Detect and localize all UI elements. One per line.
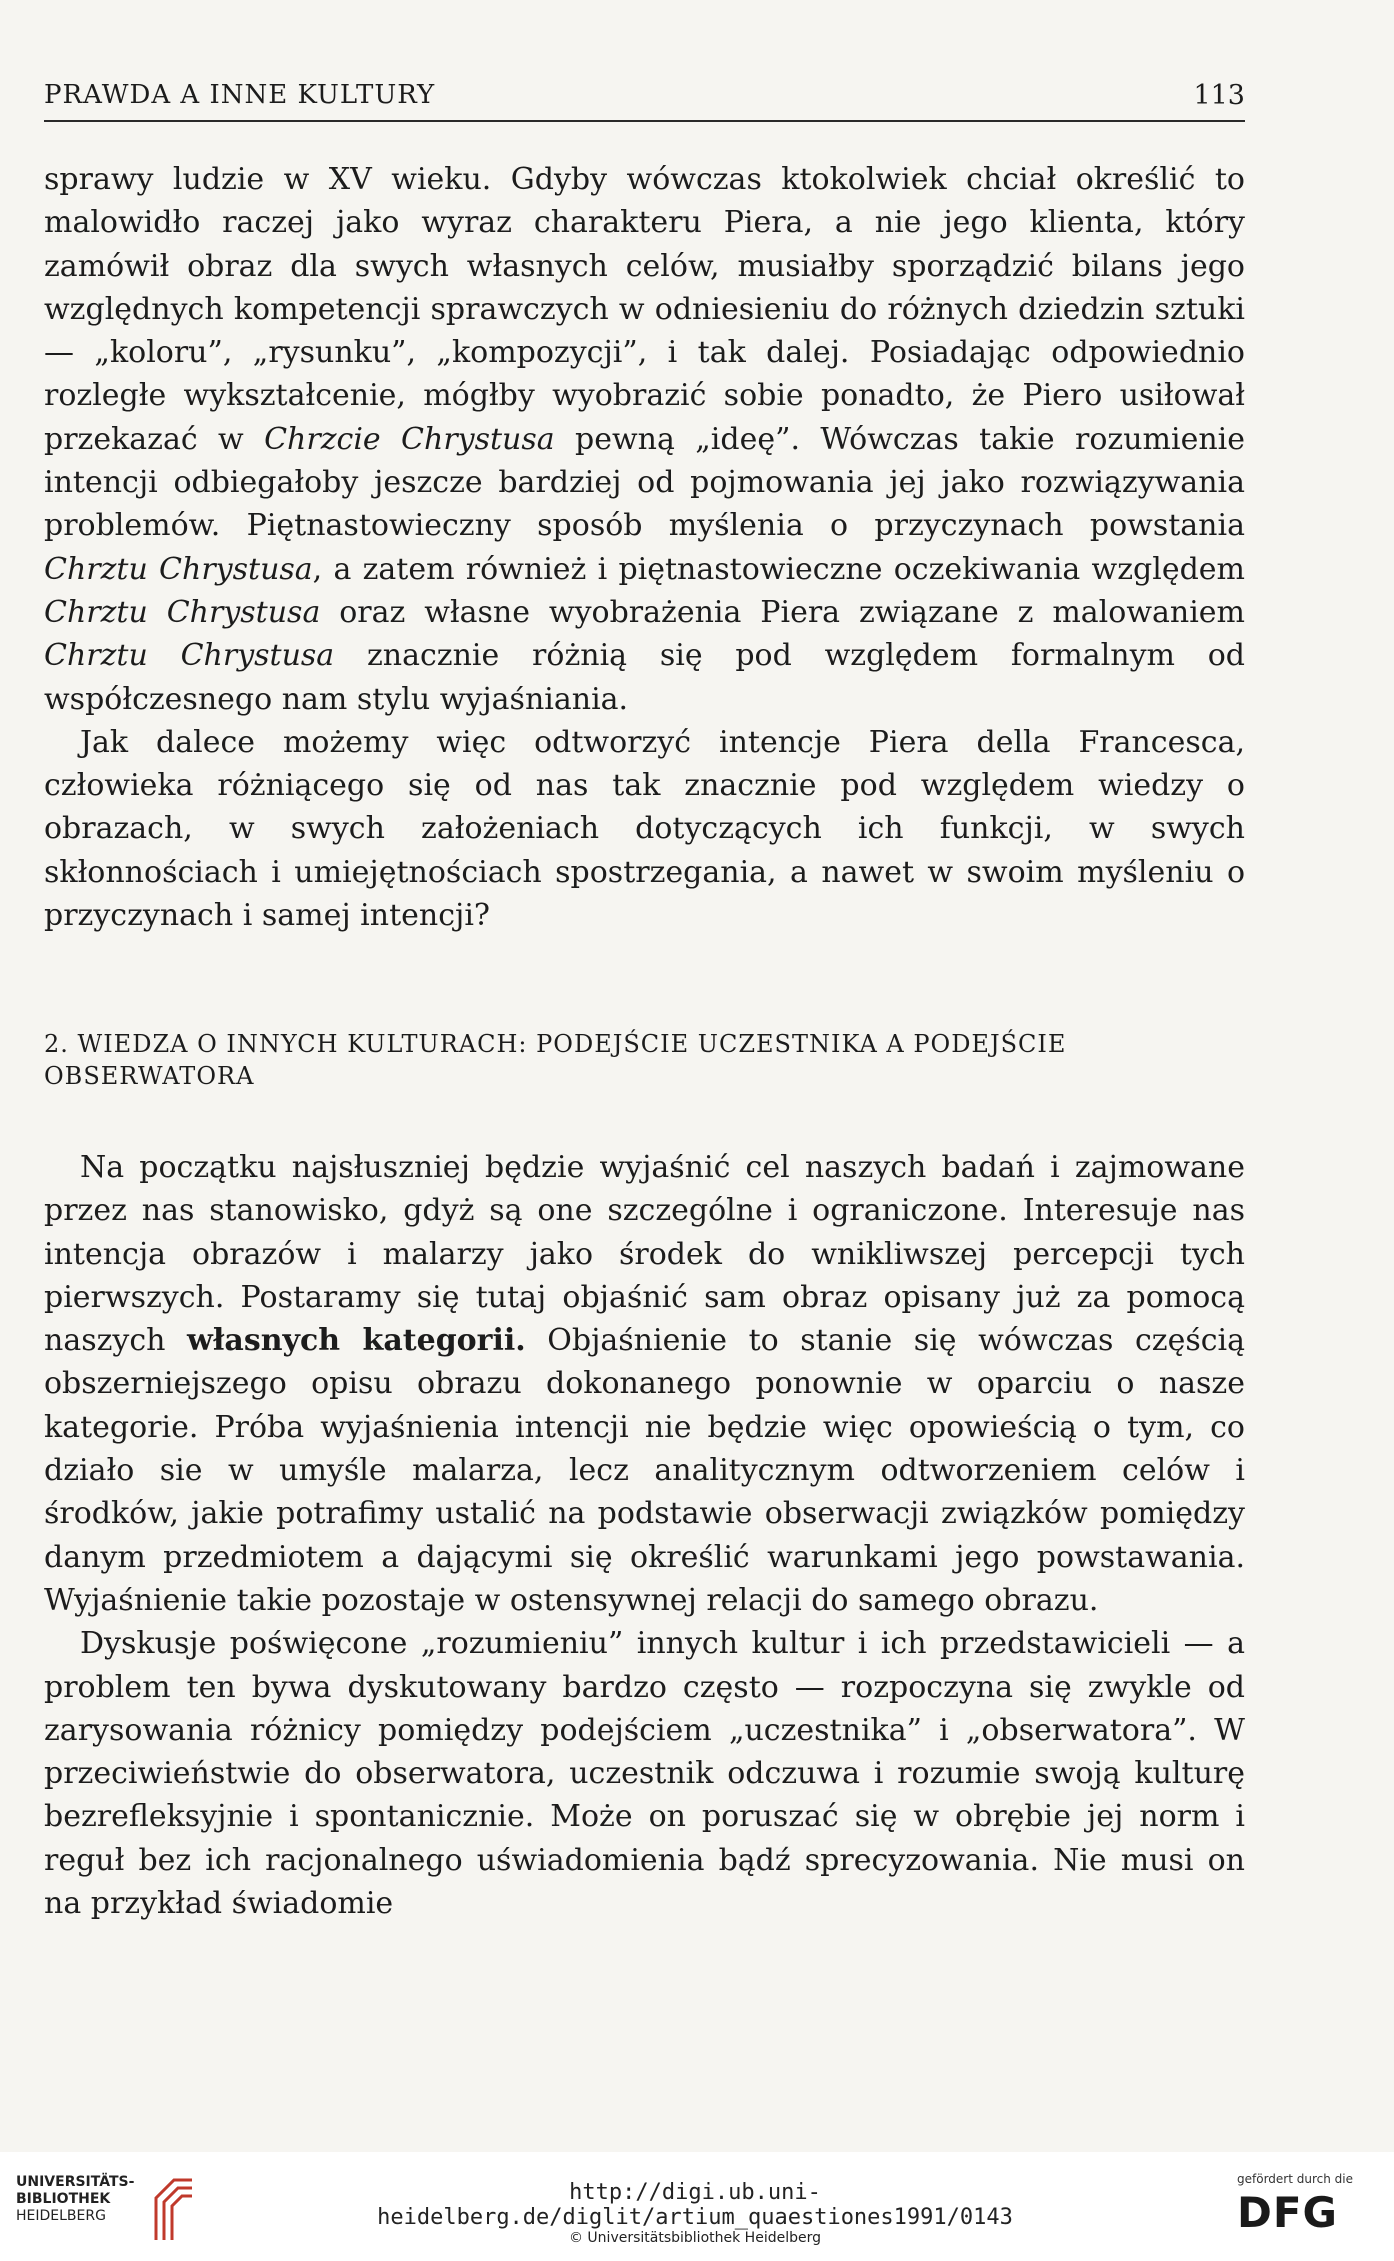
text-run: znacznie różnią się pod względem formalnym od współczesnego nam stylu wyjaśniania. xyxy=(44,638,1246,717)
document-url[interactable]: http://digi.ub.uni-heidelberg.de/diglit/artium_quaestiones1991/0143 xyxy=(377,2180,1013,2230)
library-mark-icon xyxy=(152,2176,198,2242)
text-run: Dyskusje poświęcone „rozumieniu” innych kultur i ich przedstawicieli — a problem ten bywa dyskutowany bardzo często — rozpoczyna się zwykle od zarysowania różnicy pomiędzy podejściem „uczestnika” i „obserwatora”. W przeciwieństwie do obserwatora, uczestnik odczuwa i rozumie swoją kulturę bezrefleksyjnie i spontanicznie. Może on poruszać się w obrębie jej norm i reguł bez ich racjonalnego uświadomienia bądź sprecyzowania. Nie musi on na przykład świadomie xyxy=(44,1626,1245,1922)
running-head: PRAWDA A INNE KULTURY xyxy=(44,80,436,110)
paragraph xyxy=(44,1622,1245,1925)
text-run: Na początku najsłuszniej będzie wyjaśnić cel naszych badań i zajmowane przez nas stanowisko, gdyż są one szczególne i ograniczone. Interesuje nas intencja obrazów i malarzy jako środek do wnikliwszej percepcji tych pierwszych. Postaramy się tutaj objaśnić sam obraz opisany już za pomocą naszych xyxy=(44,1150,1245,1359)
paragraph xyxy=(44,721,1245,937)
paragraph xyxy=(44,1146,1245,1622)
italic-title: Chrztu Chrystusa xyxy=(44,551,313,587)
text-run: , a zatem również i piętnastowieczne oczekiwania względem xyxy=(312,551,1245,587)
copyright-notice: © Universitätsbibliothek Heidelberg xyxy=(568,2230,821,2246)
funder-logo xyxy=(1237,2172,1367,2252)
italic-title: Chrztu Chrystusa xyxy=(44,594,321,630)
section-heading: 2. WIEDZA O INNYCH KULTURACH: PODEJŚCIE UCZESTNIKA A PODEJŚCIE OBSERWATORA xyxy=(44,1030,1067,1090)
dfg-logo: DFG xyxy=(1237,2188,1339,2237)
library-logo xyxy=(16,2174,196,2244)
page-number: 113 xyxy=(1193,80,1245,111)
italic-title: Chrzcie Chrystusa xyxy=(264,421,555,457)
italic-title: Chrztu Chrystusa xyxy=(44,638,335,674)
body-text xyxy=(44,158,1245,937)
library-name-line1: UNIVERSITÄTS- xyxy=(16,2174,135,2190)
funder-label: gefördert durch die xyxy=(1237,2172,1353,2186)
bold-term: własnych kategorii. xyxy=(187,1323,526,1359)
library-name-line2: BIBLIOTHEK xyxy=(16,2191,111,2207)
text-run: pewną „ideę”. Wówczas takie rozumienie intencji odbiegałoby jeszcze bardziej od pojmowania jej jako rozwiązywania problemów. Piętnastowieczny sposób myślenia o przyczynach powstania xyxy=(44,421,1245,544)
library-name-line3: HEIDELBERG xyxy=(16,2208,106,2224)
section-body-text xyxy=(44,1146,1245,1925)
text-run: Objaśnienie to stanie się wówczas częścią obszerniejszego opisu obrazu dokonanego ponownie w oparciu o nasze kategorie. Próba wyjaśnienia intencji nie będzie więc opowieścią o tym, co działo sie w umyśle malarza, lecz analitycznym odtworzeniem celów i środków, jakie potrafimy ustalić na podstawie obserwacji związków pomiędzy danym przedmiotem a dającymi się określić warunkami jego powstawania. Wyjaśnienie takie pozostaje w ostensywnej relacji do samego obrazu. xyxy=(44,1323,1246,1618)
paragraph xyxy=(44,158,1245,721)
text-run: sprawy ludzie w XV wieku. Gdyby wówczas ktokolwiek chciał określić to malowidło raczej jako wyraz charakteru Piera, a nie jego klienta, który zamówił obraz dla swych własnych celów, musiałby sporządzić bilans jego względnych kompetencji sprawczych w odniesieniu do różnych dziedzin sztuki — „koloru”, „rysunku”, „kompozycji”, i tak dalej. Posiadając odpowiednio rozległe wykształcenie, mógłby wyobrazić sobie ponadto, że Piero usiłował przekazać w xyxy=(44,162,1245,457)
text-run: oraz własne wyobrażenia Piera związane z malowaniem xyxy=(320,594,1245,630)
text-run: Jak dalece możemy więc odtworzyć intencje Piera della Francesca, człowieka różniącego się od nas tak znacznie pod względem wiedzy o obrazach, w swych założeniach dotyczących ich funkcji, w swych skłonnościach i umiejętnościach spostrzegania, a nawet w swoim myśleniu o przyczynach i samej intencji? xyxy=(44,724,1245,934)
page-header xyxy=(44,80,1245,122)
footer xyxy=(0,2152,1394,2261)
